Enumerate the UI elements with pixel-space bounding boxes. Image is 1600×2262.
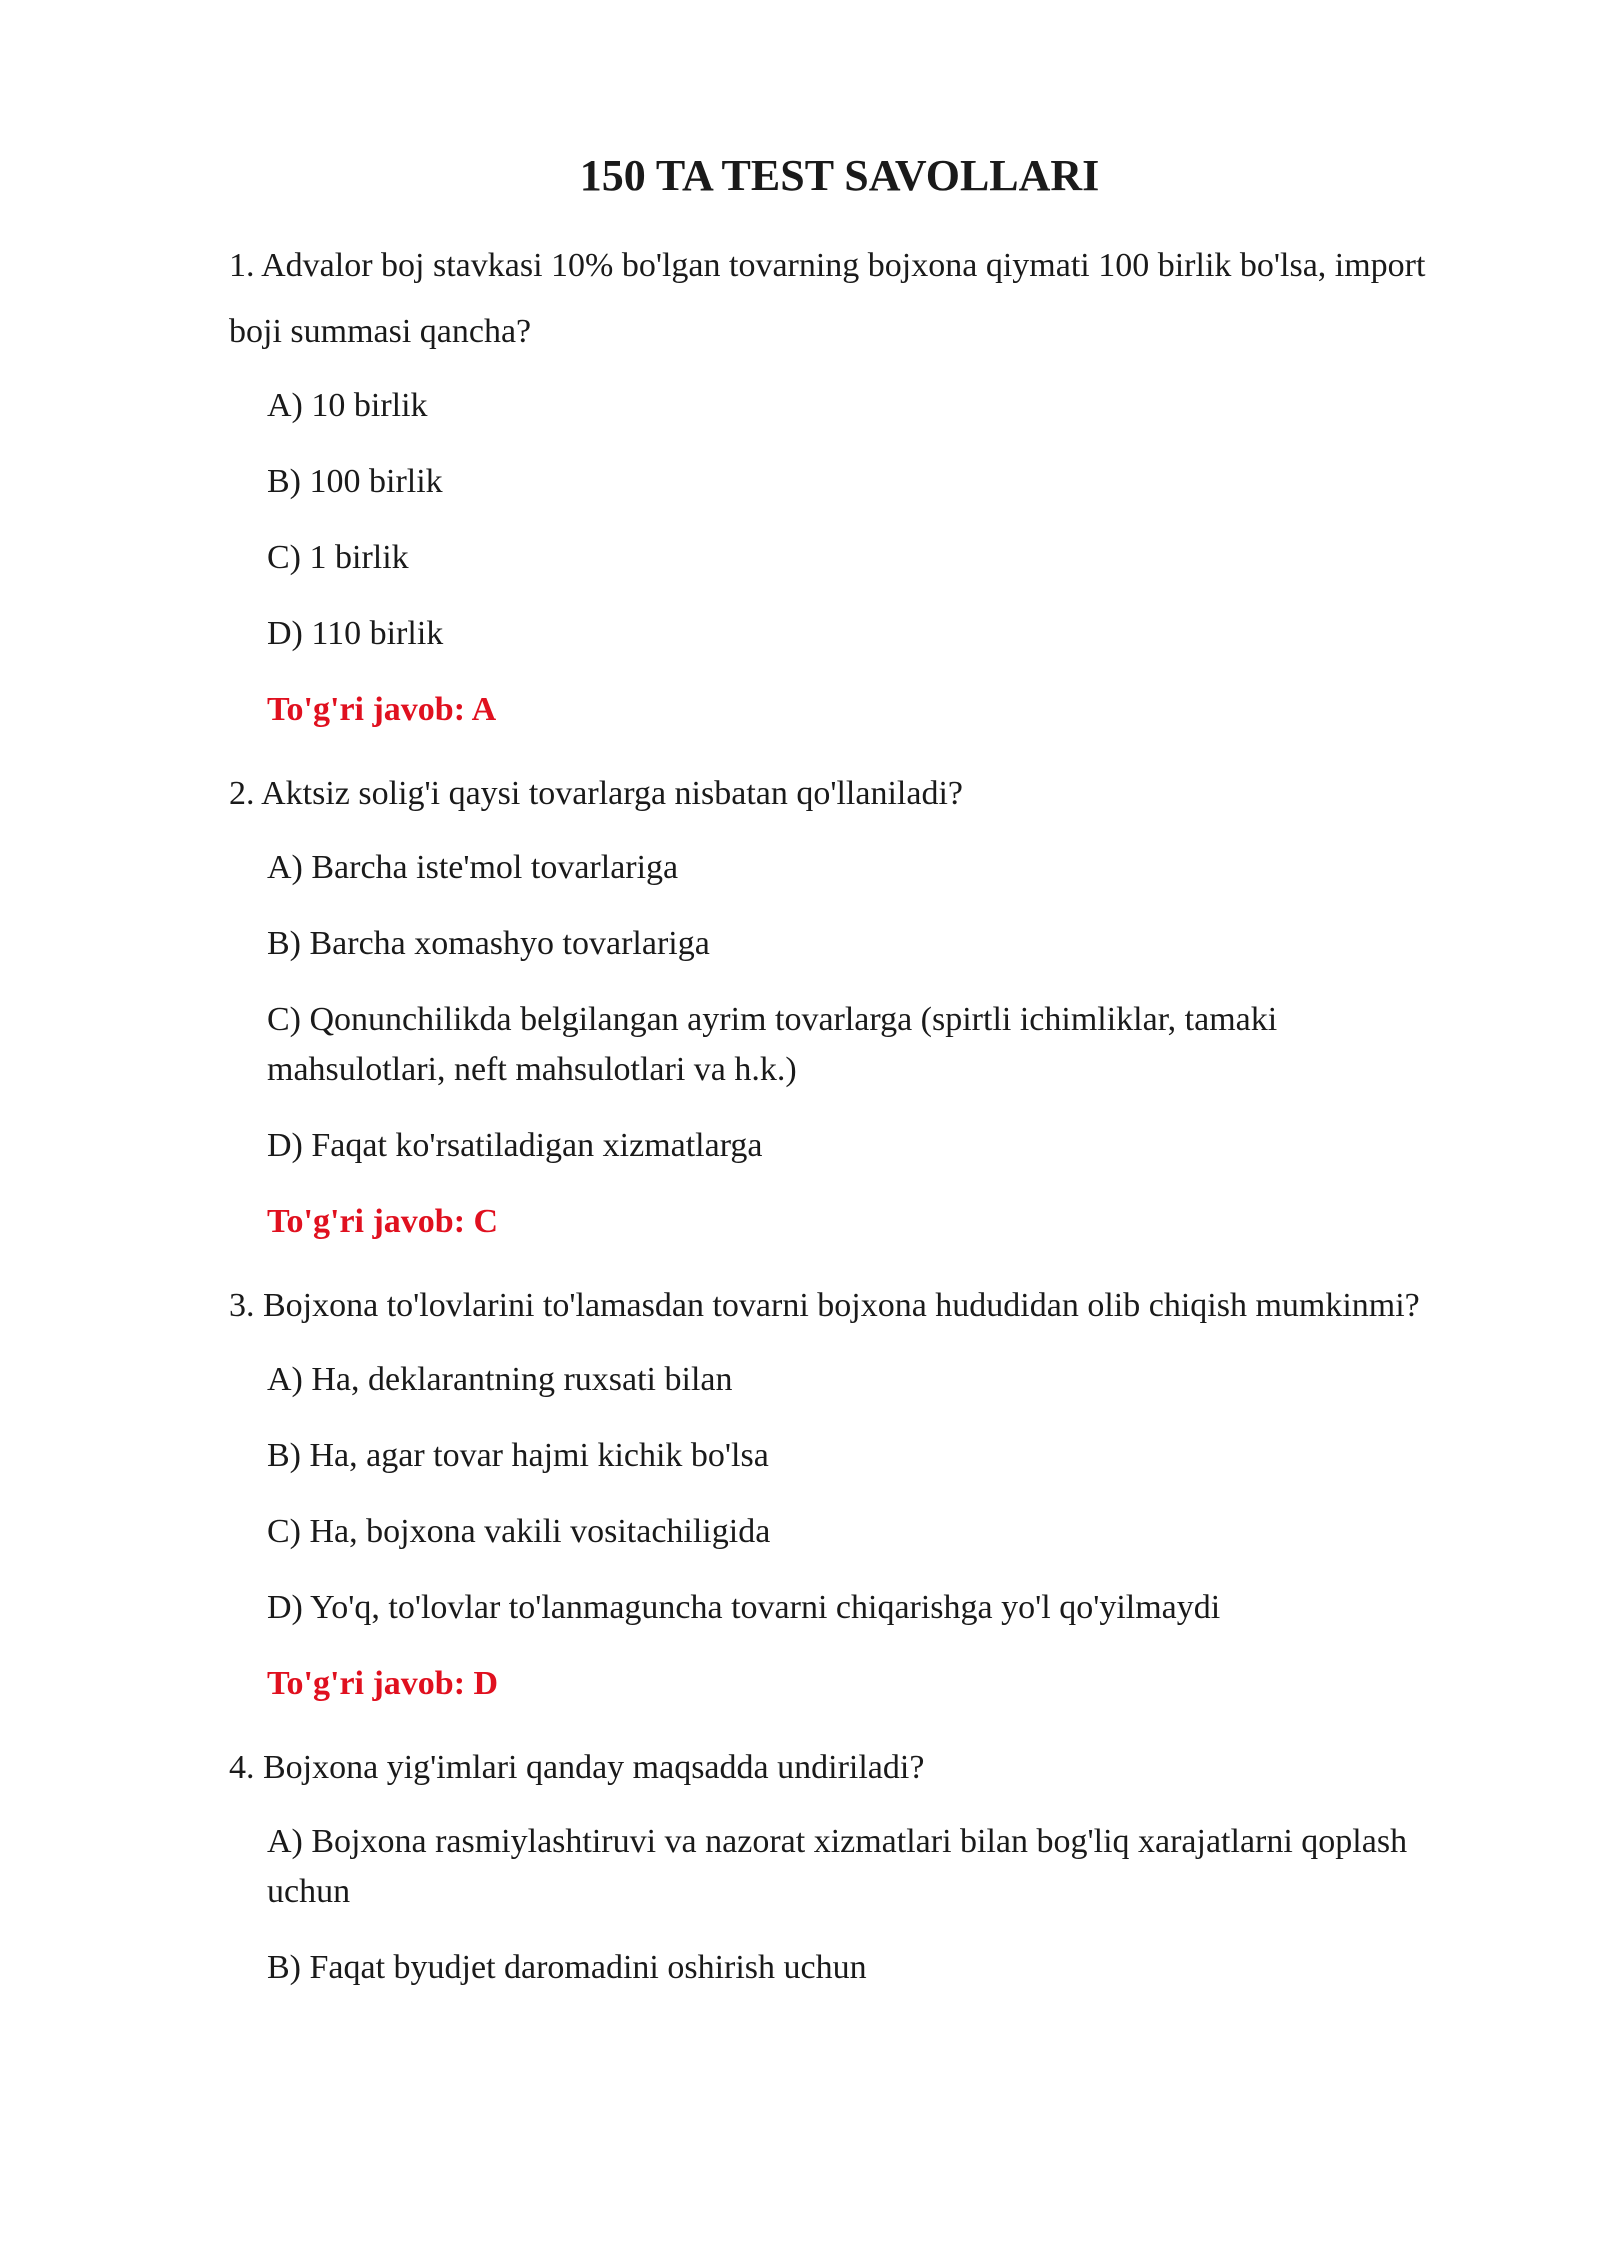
option-a: A) Ha, deklarantning ruxsati bilan [267, 1360, 733, 1398]
option-b: B) Ha, agar tovar hajmi kichik bo'lsa [267, 1436, 769, 1474]
question-text: 1. Advalor boj stavkasi 10% bo'lgan tovarning bojxona qiymati 100 birlik bo'lsa, import boji summasi qancha? [229, 246, 1426, 350]
question-block-1 [229, 233, 1450, 735]
option-a: A) Barcha iste'mol tovarlariga [267, 848, 679, 886]
option-c: C) Ha, bojxona vakili vositachiligida [267, 1512, 771, 1550]
options-list [229, 843, 1450, 1247]
option-b: B) 100 birlik [267, 462, 443, 500]
option-b: B) Barcha xomashyo tovarlariga [267, 924, 710, 962]
options-list [229, 1355, 1450, 1709]
correct-answer: To'g'ri javob: D [267, 1664, 499, 1702]
options-list [229, 1817, 1450, 1993]
question-text: 4. Bojxona yig'imlari qanday maqsadda undiriladi? [229, 1748, 925, 1786]
question-text: 2. Aktsiz solig'i qaysi tovarlarga nisbatan qo'llaniladi? [229, 774, 963, 812]
question-text: 3. Bojxona to'lovlarini to'lamasdan tovarni bojxona hududidan olib chiqish mumkinmi? [229, 1286, 1420, 1324]
option-a: A) 10 birlik [267, 386, 428, 424]
question-block-4 [229, 1735, 1450, 1993]
option-d: D) 110 birlik [267, 614, 444, 652]
page-title: 150 TA TEST SAVOLLARI [579, 151, 1100, 200]
option-a: A) Bojxona rasmiylashtiruvi va nazorat xizmatlari bilan bog'liq xarajatlarni qoplash uchun [267, 1822, 1408, 1910]
option-c: C) Qonunchilikda belgilangan ayrim tovarlarga (spirtli ichimliklar, tamaki mahsulotlari, neft mahsulotlari va h.k.) [267, 1000, 1278, 1088]
correct-answer: To'g'ri javob: A [267, 690, 497, 728]
correct-answer: To'g'ri javob: C [267, 1202, 499, 1240]
option-d: D) Faqat ko'rsatiladigan xizmatlarga [267, 1126, 763, 1164]
option-b: B) Faqat byudjet daromadini oshirish uchun [267, 1948, 867, 1986]
option-d: D) Yo'q, to'lovlar to'lanmaguncha tovarni chiqarishga yo'l qo'yilmaydi [267, 1588, 1221, 1626]
option-c: C) 1 birlik [267, 538, 409, 576]
question-block-3 [229, 1273, 1450, 1709]
question-block-2 [229, 761, 1450, 1247]
options-list [229, 381, 1450, 735]
